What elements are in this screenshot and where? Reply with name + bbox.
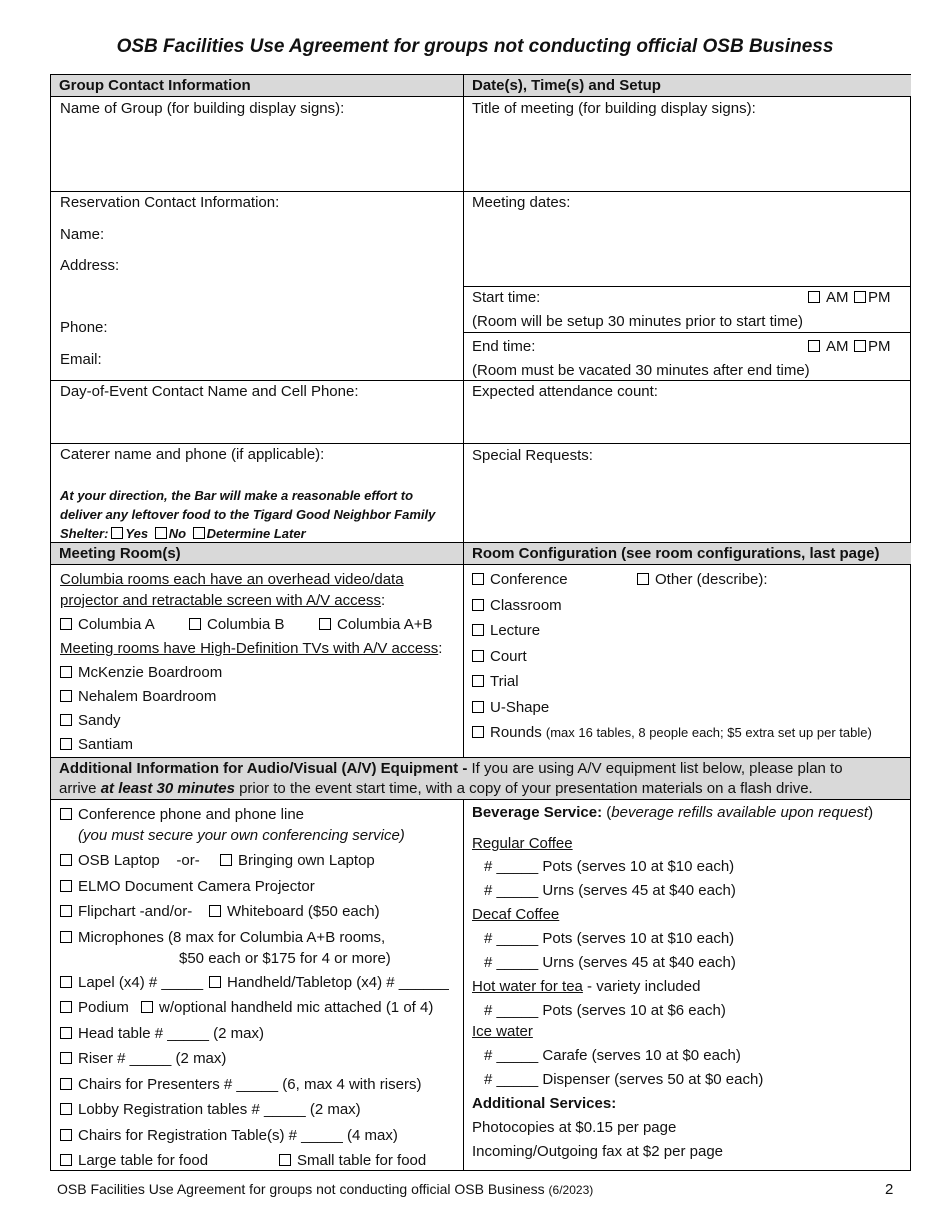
contact-name-label: Name: xyxy=(60,226,105,243)
checkbox-icon[interactable] xyxy=(60,1027,72,1039)
additional-services-label: Additional Services: xyxy=(472,1095,617,1112)
config-rounds[interactable]: Rounds (max 16 tables, 8 people each; $5 extra set up per table) xyxy=(472,723,872,743)
photocopies-label: Photocopies at $0.15 per page xyxy=(472,1119,677,1136)
phone-label: Phone: xyxy=(60,319,108,336)
hd-note: Meeting rooms have High-Definition TVs with A/V access: xyxy=(60,640,443,657)
checkbox-icon[interactable] xyxy=(193,527,205,539)
columbia-note-1: Columbia rooms each have an overhead video/data xyxy=(60,571,404,588)
agreement-form xyxy=(50,74,911,1171)
av-large-table[interactable]: Large table for food xyxy=(60,1151,208,1171)
leftover-food-note: At your direction, the Bar will make a reasonable effort to deliver any leftover food to the Tigard Good Neighbor Family Shelter: Yes No Determine Later xyxy=(60,488,436,541)
checkbox-icon[interactable] xyxy=(155,527,167,539)
room-mckenzie[interactable]: McKenzie Boardroom xyxy=(60,663,222,683)
checkbox-icon[interactable] xyxy=(472,675,484,687)
room-columbia-ab[interactable]: Columbia A+B xyxy=(319,615,432,635)
page-number: 2 xyxy=(885,1181,894,1198)
header-group-contact: Group Contact Information xyxy=(51,75,463,96)
beverage-title: Beverage Service: (beverage refills available upon request) xyxy=(472,804,874,821)
dispenser-field[interactable]: # _____ Dispenser (serves 50 at $0 each) xyxy=(484,1071,764,1088)
av-flipchart[interactable]: Flipchart -and/or- xyxy=(60,902,192,922)
email-label: Email: xyxy=(60,351,102,368)
room-columbia-b[interactable]: Columbia B xyxy=(189,615,285,635)
regular-urns-field[interactable]: # _____ Urns (serves 45 at $40 each) xyxy=(484,882,736,899)
av-podium-mic[interactable]: w/optional handheld mic attached (1 of 4) xyxy=(141,998,433,1018)
checkbox-icon[interactable] xyxy=(279,1154,291,1166)
checkbox-icon[interactable] xyxy=(209,976,221,988)
av-lapel[interactable]: Lapel (x4) # _____ xyxy=(60,973,203,993)
checkbox-icon[interactable] xyxy=(319,618,331,630)
header-meeting-room: Meeting Room(s) xyxy=(51,543,463,564)
checkbox-icon[interactable] xyxy=(220,854,232,866)
ice-water-label: Ice water xyxy=(472,1023,533,1040)
decaf-urns-field[interactable]: # _____ Urns (serves 45 at $40 each) xyxy=(484,954,736,971)
checkbox-icon[interactable] xyxy=(60,666,72,678)
checkbox-icon[interactable] xyxy=(60,1154,72,1166)
room-nehalem[interactable]: Nehalem Boardroom xyxy=(60,687,216,707)
start-note: (Room will be setup 30 minutes prior to start time) xyxy=(472,313,803,330)
config-ushape[interactable]: U-Shape xyxy=(472,698,549,718)
meeting-dates-label: Meeting dates: xyxy=(472,194,571,211)
checkbox-icon[interactable] xyxy=(189,618,201,630)
tea-pots-field[interactable]: # _____ Pots (serves 10 at $6 each) xyxy=(484,1002,726,1019)
av-chairs-registration[interactable]: Chairs for Registration Table(s) # _____ (4 max) xyxy=(60,1126,398,1146)
columbia-note-2: projector and retractable screen with A/V access: xyxy=(60,592,386,609)
end-am-option[interactable]: AM xyxy=(808,337,849,357)
room-sandy[interactable]: Sandy xyxy=(60,711,121,731)
checkbox-icon[interactable] xyxy=(60,1129,72,1141)
checkbox-icon[interactable] xyxy=(637,573,649,585)
av-riser[interactable]: Riser # _____ (2 max) xyxy=(60,1049,226,1069)
checkbox-icon[interactable] xyxy=(60,880,72,892)
av-podium[interactable]: Podium xyxy=(60,998,129,1018)
carafe-field[interactable]: # _____ Carafe (serves 10 at $0 each) xyxy=(484,1047,741,1064)
checkbox-icon[interactable] xyxy=(472,624,484,636)
checkbox-icon[interactable] xyxy=(60,1052,72,1064)
checkbox-icon[interactable] xyxy=(808,291,820,303)
fax-label: Incoming/Outgoing fax at $2 per page xyxy=(472,1143,724,1160)
checkbox-icon[interactable] xyxy=(472,726,484,738)
header-room-config: Room Configuration (see room configurations, last page) xyxy=(464,543,911,564)
checkbox-icon[interactable] xyxy=(60,1001,72,1013)
hot-water-label: Hot water for tea - variety included xyxy=(472,978,701,995)
page-title: OSB Facilities Use Agreement for groups not conducting official OSB Business xyxy=(116,36,834,57)
av-handheld[interactable]: Handheld/Tabletop (x4) # ______ xyxy=(209,973,449,993)
room-santiam[interactable]: Santiam xyxy=(60,735,133,755)
checkbox-icon[interactable] xyxy=(60,714,72,726)
checkbox-icon[interactable] xyxy=(60,1078,72,1090)
checkbox-icon[interactable] xyxy=(854,340,866,352)
config-court[interactable]: Court xyxy=(472,647,527,667)
regular-coffee-label: Regular Coffee xyxy=(472,835,573,852)
checkbox-icon[interactable] xyxy=(60,738,72,750)
config-other[interactable]: Other (describe): xyxy=(637,570,768,590)
av-head-table[interactable]: Head table # _____ (2 max) xyxy=(60,1024,264,1044)
checkbox-icon[interactable] xyxy=(472,599,484,611)
decaf-coffee-label: Decaf Coffee xyxy=(472,906,560,923)
reservation-label: Reservation Contact Information: xyxy=(60,194,280,211)
day-of-event-label: Day-of-Event Contact Name and Cell Phone: xyxy=(60,383,359,400)
checkbox-icon[interactable] xyxy=(60,618,72,630)
checkbox-icon[interactable] xyxy=(472,650,484,662)
checkbox-icon[interactable] xyxy=(854,291,866,303)
end-time-label: End time: xyxy=(472,338,536,355)
av-conf-note: (you must secure your own conferencing service) xyxy=(78,827,405,844)
caterer-label: Caterer name and phone (if applicable): xyxy=(60,446,325,463)
footer: OSB Facilities Use Agreement for groups not conducting official OSB Business (6/2023) xyxy=(57,1181,594,1197)
av-own-laptop[interactable]: Bringing own Laptop xyxy=(220,851,375,871)
start-am-option[interactable]: AM xyxy=(808,288,849,308)
checkbox-icon[interactable] xyxy=(472,573,484,585)
room-columbia-a[interactable]: Columbia A xyxy=(60,615,155,635)
decaf-pots-field[interactable]: # _____ Pots (serves 10 at $10 each) xyxy=(484,930,735,947)
checkbox-icon[interactable] xyxy=(60,931,72,943)
av-microphones[interactable]: Microphones (8 max for Columbia A+B rooms, xyxy=(60,928,385,948)
meeting-title-label: Title of meeting (for building display signs): xyxy=(472,100,756,117)
av-header: Additional Information for Audio/Visual (A/V) Equipment - If you are using A/V equipment list below, please plan to arrive at least 30 minutes prior to the event start time, with a copy of your presentation materials on a flash drive. xyxy=(51,758,910,799)
checkbox-icon[interactable] xyxy=(60,905,72,917)
checkbox-icon[interactable] xyxy=(60,976,72,988)
end-pm-option[interactable]: PM xyxy=(854,337,891,357)
checkbox-icon[interactable] xyxy=(60,808,72,820)
av-small-table[interactable]: Small table for food xyxy=(279,1151,426,1171)
config-lecture[interactable]: Lecture xyxy=(472,621,540,641)
checkbox-icon[interactable] xyxy=(60,1103,72,1115)
av-conf-phone[interactable]: Conference phone and phone line xyxy=(60,805,304,825)
regular-pots-field[interactable]: # _____ Pots (serves 10 at $10 each) xyxy=(484,858,735,875)
config-trial[interactable]: Trial xyxy=(472,672,519,692)
checkbox-icon[interactable] xyxy=(60,690,72,702)
start-pm-option[interactable]: PM xyxy=(854,288,891,308)
special-requests-label: Special Requests: xyxy=(472,447,593,464)
attendance-label: Expected attendance count: xyxy=(472,383,658,400)
checkbox-icon[interactable] xyxy=(60,854,72,866)
checkbox-icon[interactable] xyxy=(111,527,123,539)
header-dates: Date(s), Time(s) and Setup xyxy=(464,75,911,96)
address-label: Address: xyxy=(60,257,120,274)
start-time-label: Start time: xyxy=(472,289,541,306)
end-note: (Room must be vacated 30 minutes after end time) xyxy=(472,362,810,379)
av-elmo[interactable]: ELMO Document Camera Projector xyxy=(60,877,315,897)
checkbox-icon[interactable] xyxy=(472,701,484,713)
av-chairs-presenters[interactable]: Chairs for Presenters # _____ (6, max 4 with risers) xyxy=(60,1075,421,1095)
checkbox-icon[interactable] xyxy=(209,905,221,917)
checkbox-icon[interactable] xyxy=(141,1001,153,1013)
av-whiteboard[interactable]: Whiteboard ($50 each) xyxy=(209,902,380,922)
checkbox-icon[interactable] xyxy=(808,340,820,352)
group-name-label: Name of Group (for building display signs): xyxy=(60,100,345,117)
av-lobby-tables[interactable]: Lobby Registration tables # _____ (2 max) xyxy=(60,1100,361,1120)
av-microphones-price: $50 each or $175 for 4 or more) xyxy=(179,950,391,967)
config-classroom[interactable]: Classroom xyxy=(472,596,562,616)
av-osb-laptop[interactable]: OSB Laptop -or- xyxy=(60,851,200,871)
config-conference[interactable]: Conference xyxy=(472,570,568,590)
